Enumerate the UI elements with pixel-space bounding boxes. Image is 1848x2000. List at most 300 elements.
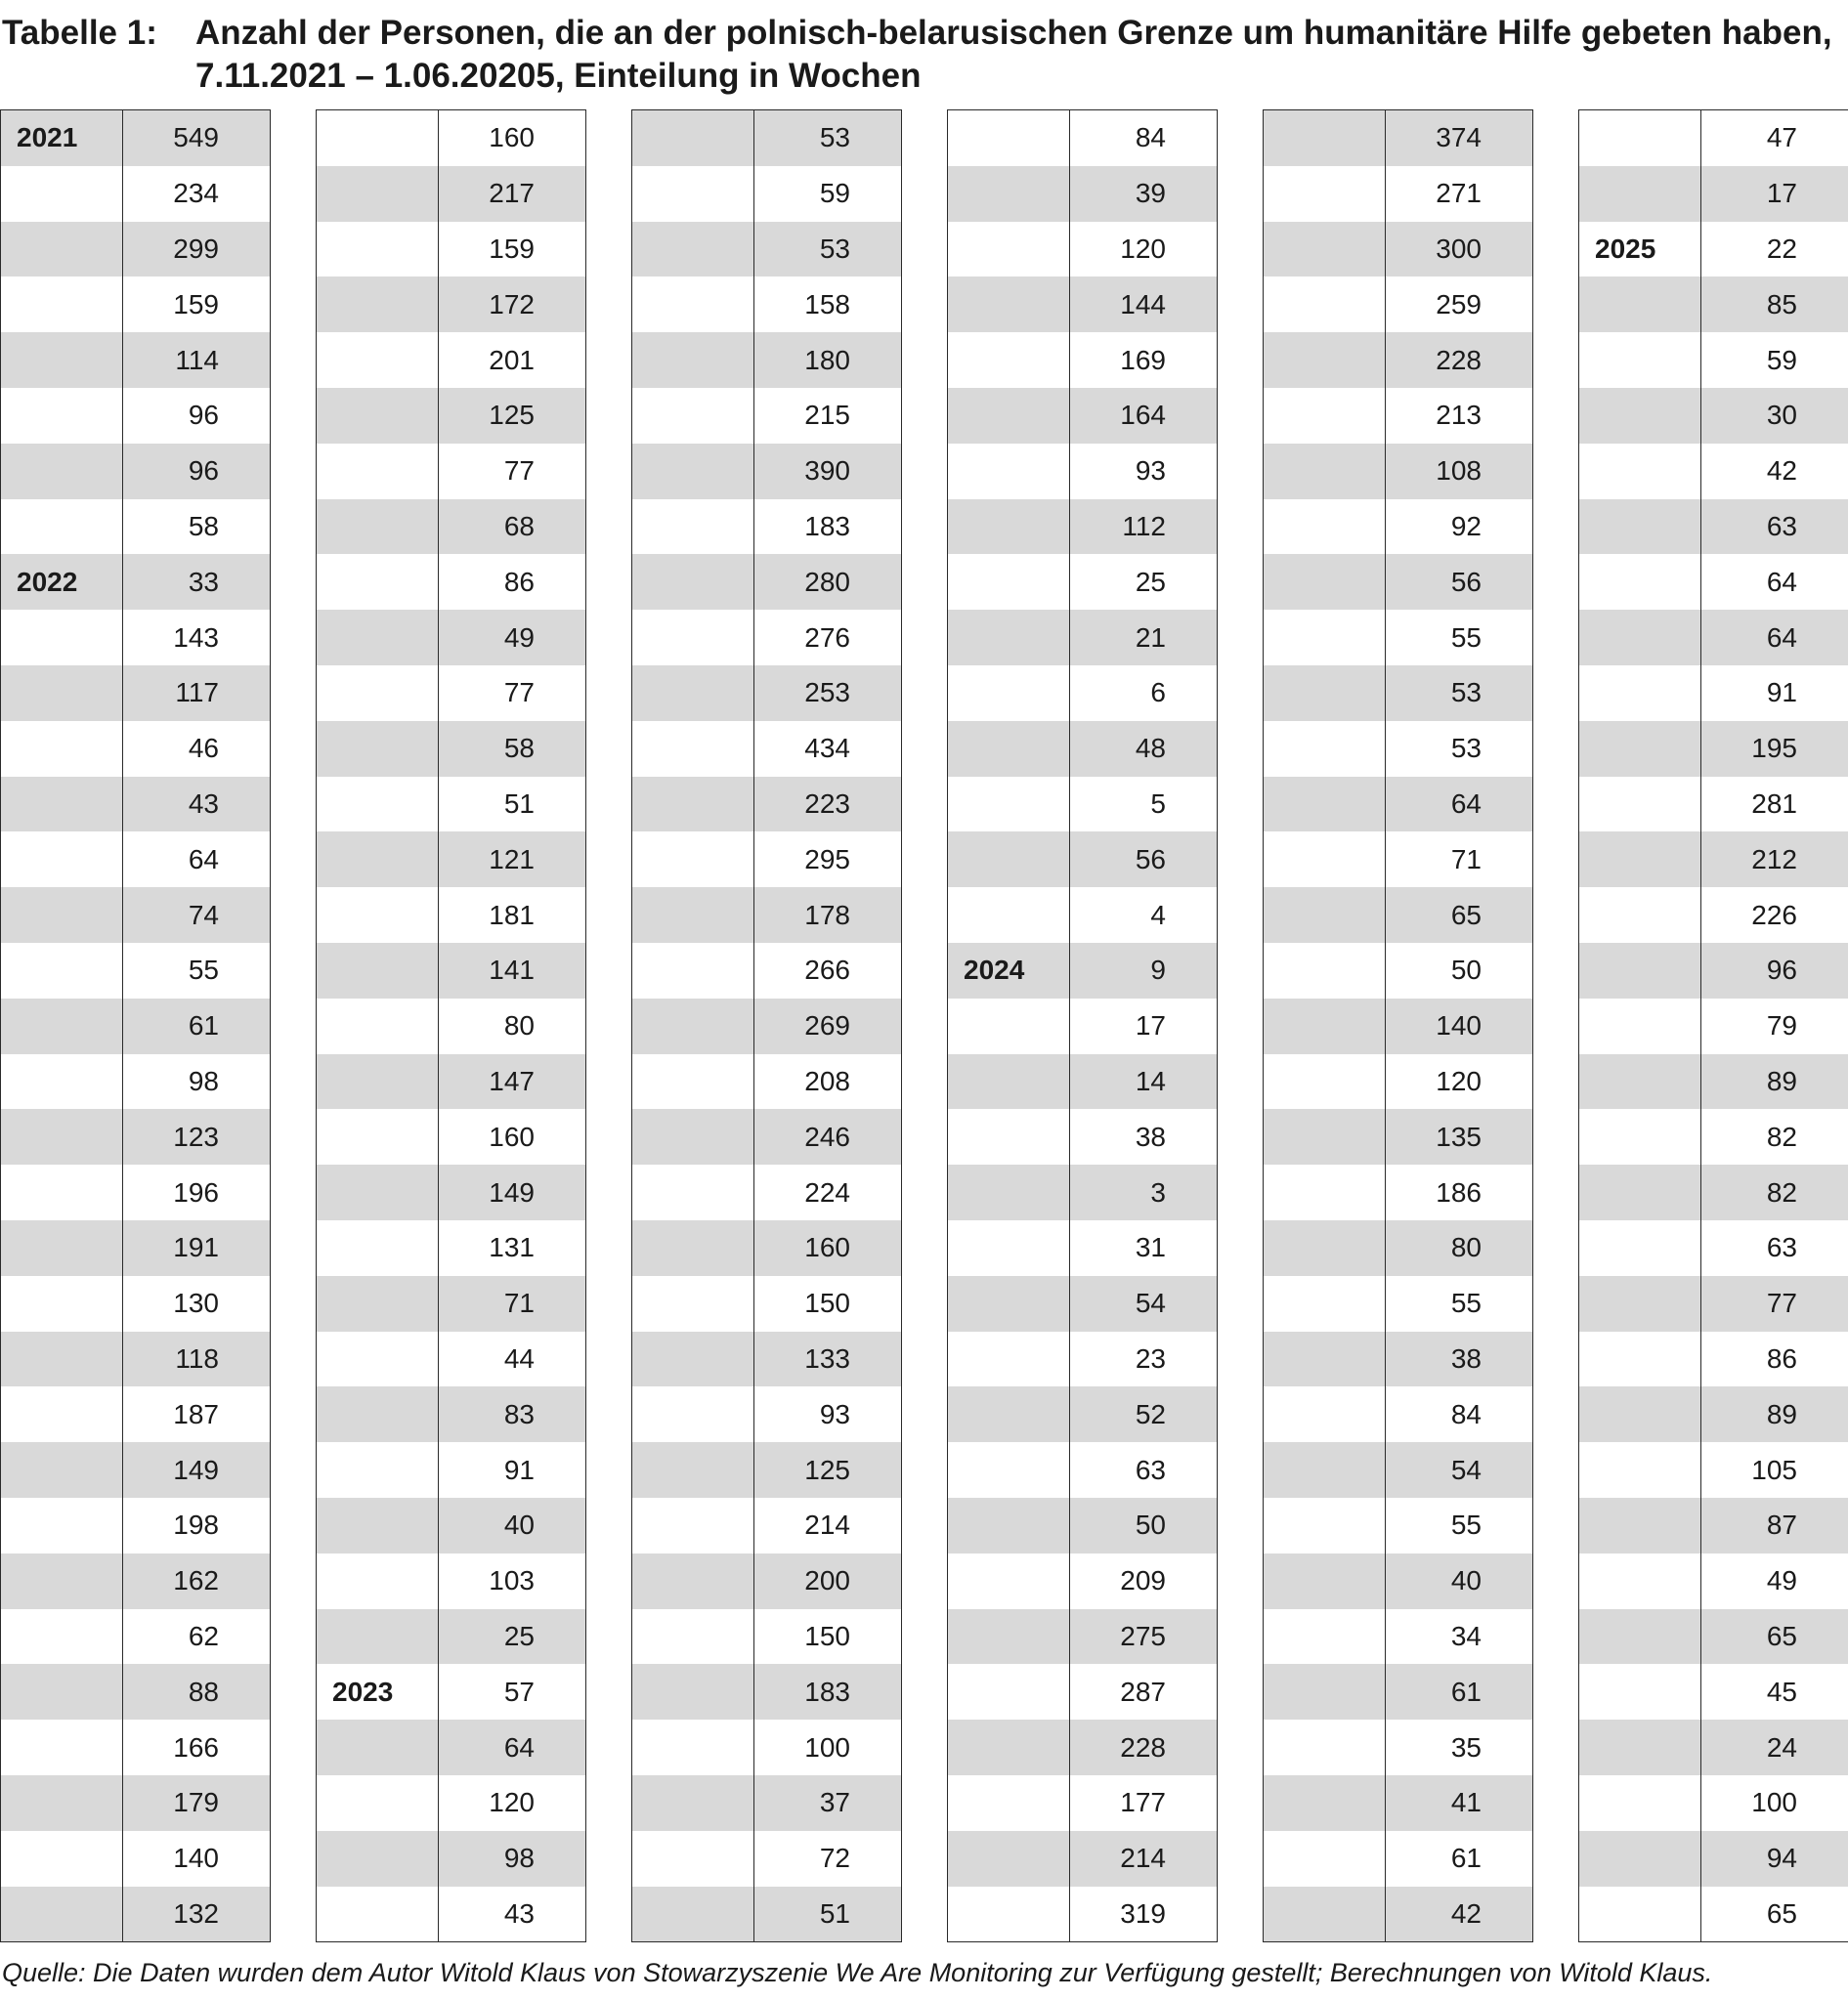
value-cell: 56 bbox=[1450, 566, 1482, 597]
value-cell: 105 bbox=[1751, 1454, 1797, 1485]
value-cell: 74 bbox=[188, 899, 219, 930]
value-cell: 37 bbox=[819, 1787, 850, 1818]
table-row bbox=[317, 499, 585, 555]
table-row bbox=[632, 1609, 901, 1665]
value-cell: 55 bbox=[1450, 1288, 1482, 1319]
value-cell: 24 bbox=[1766, 1731, 1797, 1763]
table-row bbox=[1579, 1220, 1848, 1276]
table-row bbox=[948, 1276, 1217, 1332]
table-row bbox=[317, 943, 585, 999]
table-row bbox=[1264, 721, 1532, 777]
table-row bbox=[317, 831, 585, 887]
value-cell: 80 bbox=[1450, 1232, 1482, 1263]
value-cell: 40 bbox=[503, 1510, 535, 1541]
value-cell: 169 bbox=[1120, 344, 1166, 375]
value-cell: 96 bbox=[188, 455, 219, 487]
value-cell: 91 bbox=[503, 1454, 535, 1485]
value-cell: 164 bbox=[1120, 400, 1166, 431]
value-cell: 64 bbox=[1766, 621, 1797, 653]
table-row bbox=[1, 831, 270, 887]
value-cell: 87 bbox=[1766, 1510, 1797, 1541]
table-row bbox=[1579, 610, 1848, 665]
table-row bbox=[632, 1553, 901, 1609]
value-cell: 112 bbox=[1122, 510, 1166, 541]
value-cell: 118 bbox=[175, 1342, 219, 1374]
value-cell: 25 bbox=[503, 1620, 535, 1651]
value-cell: 82 bbox=[1766, 1121, 1797, 1152]
value-cell: 21 bbox=[1135, 621, 1166, 653]
table-row bbox=[317, 1498, 585, 1553]
table-row bbox=[1, 1831, 270, 1887]
value-cell: 61 bbox=[1450, 1843, 1482, 1874]
table-row bbox=[632, 1165, 901, 1220]
value-cell: 58 bbox=[503, 733, 535, 764]
value-cell: 43 bbox=[188, 787, 219, 819]
value-cell: 549 bbox=[173, 122, 219, 153]
table-row bbox=[317, 1220, 585, 1276]
table-column-6 bbox=[1578, 109, 1848, 1942]
table-row bbox=[948, 943, 1217, 999]
table-row bbox=[948, 444, 1217, 499]
value-cell: 123 bbox=[173, 1121, 219, 1152]
table-label: Tabelle 1: bbox=[2, 14, 157, 52]
value-cell: 215 bbox=[804, 400, 850, 431]
value-cell: 300 bbox=[1436, 233, 1482, 264]
table-row bbox=[1, 1553, 270, 1609]
table-row bbox=[1579, 554, 1848, 610]
table-row bbox=[1, 1609, 270, 1665]
table-row bbox=[317, 887, 585, 943]
table-row bbox=[317, 554, 585, 610]
value-cell: 125 bbox=[489, 400, 535, 431]
table-row bbox=[632, 831, 901, 887]
table-row bbox=[1, 610, 270, 665]
value-cell: 9 bbox=[1150, 955, 1166, 986]
table-row bbox=[1264, 554, 1532, 610]
table-row bbox=[1579, 1720, 1848, 1775]
value-cell: 33 bbox=[188, 566, 219, 597]
table-row bbox=[1264, 831, 1532, 887]
value-cell: 228 bbox=[1436, 344, 1482, 375]
table-row bbox=[317, 1276, 585, 1332]
value-cell: 96 bbox=[188, 400, 219, 431]
value-cell: 53 bbox=[1450, 733, 1482, 764]
value-cell: 147 bbox=[489, 1065, 535, 1096]
value-cell: 114 bbox=[175, 344, 219, 375]
value-cell: 181 bbox=[489, 899, 535, 930]
value-cell: 103 bbox=[489, 1565, 535, 1596]
value-cell: 4 bbox=[1150, 899, 1166, 930]
table-row bbox=[1264, 1442, 1532, 1498]
table-row bbox=[632, 610, 901, 665]
table-row bbox=[1, 665, 270, 721]
value-cell: 54 bbox=[1135, 1288, 1166, 1319]
value-cell: 63 bbox=[1766, 1232, 1797, 1263]
table-row bbox=[632, 1775, 901, 1831]
table-row bbox=[317, 1386, 585, 1442]
value-cell: 57 bbox=[503, 1676, 535, 1707]
table-row bbox=[1264, 1609, 1532, 1665]
value-cell: 159 bbox=[489, 233, 535, 264]
table-row bbox=[317, 1775, 585, 1831]
value-cell: 49 bbox=[1766, 1565, 1797, 1596]
table-row bbox=[948, 554, 1217, 610]
value-cell: 191 bbox=[173, 1232, 219, 1263]
table-row bbox=[948, 887, 1217, 943]
table-row bbox=[1579, 1109, 1848, 1165]
table-row bbox=[1579, 1664, 1848, 1720]
table-row bbox=[1264, 1720, 1532, 1775]
table-row bbox=[632, 166, 901, 222]
table-row bbox=[1264, 1109, 1532, 1165]
table-row bbox=[1579, 166, 1848, 222]
value-cell: 85 bbox=[1766, 288, 1797, 319]
table-row bbox=[1579, 831, 1848, 887]
table-row bbox=[948, 166, 1217, 222]
table-row bbox=[632, 1720, 901, 1775]
value-cell: 30 bbox=[1766, 400, 1797, 431]
table-row bbox=[632, 277, 901, 332]
table-row bbox=[1264, 444, 1532, 499]
value-cell: 50 bbox=[1450, 955, 1482, 986]
value-cell: 201 bbox=[489, 344, 535, 375]
value-cell: 59 bbox=[819, 178, 850, 209]
value-cell: 228 bbox=[1120, 1731, 1166, 1763]
table-row bbox=[317, 1609, 585, 1665]
value-cell: 39 bbox=[1135, 178, 1166, 209]
value-cell: 281 bbox=[1751, 787, 1797, 819]
value-cell: 86 bbox=[503, 566, 535, 597]
table-row bbox=[632, 1831, 901, 1887]
table-row bbox=[1264, 1386, 1532, 1442]
value-cell: 149 bbox=[489, 1176, 535, 1208]
table-row bbox=[1579, 388, 1848, 444]
value-cell: 162 bbox=[173, 1565, 219, 1596]
value-cell: 271 bbox=[1436, 178, 1482, 209]
table-row bbox=[1, 721, 270, 777]
year-cell: 2022 bbox=[17, 566, 78, 597]
table-row bbox=[1264, 277, 1532, 332]
value-cell: 59 bbox=[1766, 344, 1797, 375]
value-cell: 246 bbox=[804, 1121, 850, 1152]
table-row bbox=[632, 1386, 901, 1442]
table-row bbox=[1579, 110, 1848, 166]
value-cell: 130 bbox=[173, 1288, 219, 1319]
value-cell: 42 bbox=[1766, 455, 1797, 487]
table-row bbox=[317, 222, 585, 277]
table-row bbox=[948, 277, 1217, 332]
value-cell: 209 bbox=[1120, 1565, 1166, 1596]
table-row bbox=[948, 610, 1217, 665]
value-cell: 178 bbox=[804, 899, 850, 930]
table-row bbox=[1, 1109, 270, 1165]
table-row bbox=[317, 1553, 585, 1609]
value-cell: 43 bbox=[503, 1897, 535, 1929]
value-cell: 5 bbox=[1150, 787, 1166, 819]
table-row bbox=[1579, 1165, 1848, 1220]
table-row bbox=[317, 1720, 585, 1775]
table-row bbox=[317, 777, 585, 832]
table-row bbox=[1579, 1386, 1848, 1442]
value-cell: 287 bbox=[1120, 1676, 1166, 1707]
value-cell: 150 bbox=[804, 1288, 850, 1319]
value-cell: 89 bbox=[1766, 1398, 1797, 1429]
table-row bbox=[1264, 388, 1532, 444]
table-row bbox=[948, 110, 1217, 166]
table-row bbox=[1264, 1054, 1532, 1110]
value-cell: 226 bbox=[1751, 899, 1797, 930]
table-row bbox=[1579, 1609, 1848, 1665]
table-row bbox=[317, 1332, 585, 1387]
table-row bbox=[317, 388, 585, 444]
value-cell: 63 bbox=[1766, 510, 1797, 541]
value-cell: 266 bbox=[804, 955, 850, 986]
value-cell: 56 bbox=[1135, 843, 1166, 874]
value-cell: 42 bbox=[1450, 1897, 1482, 1929]
value-cell: 280 bbox=[804, 566, 850, 597]
table-row bbox=[948, 1887, 1217, 1942]
table-row bbox=[1, 1720, 270, 1775]
value-cell: 61 bbox=[188, 1010, 219, 1042]
table-row bbox=[948, 1498, 1217, 1553]
table-row bbox=[632, 665, 901, 721]
table-row bbox=[1, 1775, 270, 1831]
table-row bbox=[1, 1442, 270, 1498]
value-cell: 213 bbox=[1436, 400, 1482, 431]
value-cell: 166 bbox=[173, 1731, 219, 1763]
table-row bbox=[1264, 1332, 1532, 1387]
table-row bbox=[948, 831, 1217, 887]
table-row bbox=[632, 1332, 901, 1387]
table-row bbox=[1264, 1553, 1532, 1609]
value-cell: 187 bbox=[173, 1398, 219, 1429]
value-cell: 38 bbox=[1450, 1342, 1482, 1374]
table-row bbox=[1264, 1498, 1532, 1553]
year-cell: 2024 bbox=[964, 955, 1025, 986]
table-column-2 bbox=[316, 109, 586, 1942]
value-cell: 160 bbox=[489, 1121, 535, 1152]
value-cell: 51 bbox=[819, 1897, 850, 1929]
table-row bbox=[632, 1109, 901, 1165]
value-cell: 179 bbox=[173, 1787, 219, 1818]
value-cell: 172 bbox=[489, 288, 535, 319]
table-row bbox=[1264, 1220, 1532, 1276]
value-cell: 48 bbox=[1135, 733, 1166, 764]
value-cell: 54 bbox=[1450, 1454, 1482, 1485]
value-cell: 71 bbox=[1450, 843, 1482, 874]
value-cell: 374 bbox=[1436, 122, 1482, 153]
table-row bbox=[317, 610, 585, 665]
table-row bbox=[1264, 166, 1532, 222]
value-cell: 132 bbox=[173, 1897, 219, 1929]
table-row bbox=[632, 110, 901, 166]
value-cell: 25 bbox=[1135, 566, 1166, 597]
value-cell: 140 bbox=[1436, 1010, 1482, 1042]
table-row bbox=[948, 388, 1217, 444]
table-row bbox=[1579, 1498, 1848, 1553]
table-row bbox=[948, 499, 1217, 555]
table-row bbox=[632, 1887, 901, 1942]
table-row bbox=[948, 777, 1217, 832]
table-row bbox=[948, 1109, 1217, 1165]
table-row bbox=[317, 1831, 585, 1887]
value-cell: 94 bbox=[1766, 1843, 1797, 1874]
table-row bbox=[1264, 777, 1532, 832]
table-row bbox=[948, 1609, 1217, 1665]
value-cell: 183 bbox=[804, 510, 850, 541]
table-row bbox=[1, 388, 270, 444]
year-cell: 2021 bbox=[17, 122, 78, 153]
value-cell: 150 bbox=[804, 1620, 850, 1651]
table-row bbox=[1264, 1887, 1532, 1942]
table-row bbox=[948, 1720, 1217, 1775]
value-cell: 82 bbox=[1766, 1176, 1797, 1208]
value-cell: 141 bbox=[489, 955, 535, 986]
value-cell: 299 bbox=[173, 233, 219, 264]
table-row bbox=[632, 332, 901, 388]
value-cell: 64 bbox=[503, 1731, 535, 1763]
value-cell: 160 bbox=[489, 122, 535, 153]
table-row bbox=[1, 999, 270, 1054]
value-cell: 269 bbox=[804, 1010, 850, 1042]
table-row bbox=[317, 999, 585, 1054]
value-cell: 183 bbox=[804, 1676, 850, 1707]
value-cell: 135 bbox=[1436, 1121, 1482, 1152]
value-cell: 77 bbox=[503, 455, 535, 487]
table-row bbox=[317, 721, 585, 777]
value-cell: 14 bbox=[1135, 1065, 1166, 1096]
table-row bbox=[1579, 1276, 1848, 1332]
table-row bbox=[1264, 499, 1532, 555]
table-row bbox=[1, 554, 270, 610]
value-cell: 53 bbox=[1450, 677, 1482, 708]
table-row bbox=[1264, 610, 1532, 665]
table-row bbox=[1264, 222, 1532, 277]
table-row bbox=[1264, 1276, 1532, 1332]
table-row bbox=[317, 444, 585, 499]
table-row bbox=[1579, 332, 1848, 388]
value-cell: 44 bbox=[503, 1342, 535, 1374]
value-cell: 275 bbox=[1120, 1620, 1166, 1651]
table-row bbox=[317, 1442, 585, 1498]
value-cell: 149 bbox=[173, 1454, 219, 1485]
value-cell: 295 bbox=[804, 843, 850, 874]
table-row bbox=[948, 721, 1217, 777]
value-cell: 120 bbox=[489, 1787, 535, 1818]
table-row bbox=[317, 110, 585, 166]
value-cell: 253 bbox=[804, 677, 850, 708]
value-cell: 120 bbox=[1436, 1065, 1482, 1096]
value-cell: 131 bbox=[489, 1232, 535, 1263]
value-cell: 65 bbox=[1766, 1620, 1797, 1651]
table-row bbox=[1579, 1553, 1848, 1609]
value-cell: 140 bbox=[173, 1843, 219, 1874]
value-cell: 65 bbox=[1450, 899, 1482, 930]
table-row bbox=[1579, 887, 1848, 943]
value-cell: 64 bbox=[188, 843, 219, 874]
table-row bbox=[1264, 665, 1532, 721]
table-row bbox=[317, 1054, 585, 1110]
value-cell: 223 bbox=[804, 787, 850, 819]
value-cell: 98 bbox=[188, 1065, 219, 1096]
table-row bbox=[948, 1553, 1217, 1609]
table-row bbox=[632, 1276, 901, 1332]
value-cell: 133 bbox=[804, 1342, 850, 1374]
table-column-4 bbox=[947, 109, 1218, 1942]
value-cell: 55 bbox=[1450, 1510, 1482, 1541]
table-row bbox=[632, 222, 901, 277]
table-column-5 bbox=[1263, 109, 1533, 1942]
value-cell: 217 bbox=[489, 178, 535, 209]
table-row bbox=[1264, 110, 1532, 166]
value-cell: 6 bbox=[1150, 677, 1166, 708]
value-cell: 53 bbox=[819, 122, 850, 153]
value-cell: 98 bbox=[503, 1843, 535, 1874]
year-cell: 2025 bbox=[1595, 233, 1656, 264]
table-row bbox=[1264, 1664, 1532, 1720]
value-cell: 117 bbox=[175, 677, 219, 708]
table-row bbox=[1579, 222, 1848, 277]
value-cell: 53 bbox=[819, 233, 850, 264]
value-cell: 144 bbox=[1120, 288, 1166, 319]
table-row bbox=[632, 444, 901, 499]
value-cell: 83 bbox=[503, 1398, 535, 1429]
table-row bbox=[948, 1332, 1217, 1387]
table-row bbox=[1, 166, 270, 222]
value-cell: 93 bbox=[1135, 455, 1166, 487]
table-row bbox=[1579, 1332, 1848, 1387]
value-cell: 49 bbox=[503, 621, 535, 653]
table-row bbox=[1579, 777, 1848, 832]
table-row bbox=[948, 222, 1217, 277]
table-row bbox=[1579, 1442, 1848, 1498]
value-cell: 86 bbox=[1766, 1342, 1797, 1374]
value-cell: 214 bbox=[1120, 1843, 1166, 1874]
value-cell: 77 bbox=[1766, 1288, 1797, 1319]
table-row bbox=[632, 1220, 901, 1276]
value-cell: 55 bbox=[1450, 621, 1482, 653]
table-row bbox=[1579, 1831, 1848, 1887]
value-cell: 55 bbox=[188, 955, 219, 986]
value-cell: 34 bbox=[1450, 1620, 1482, 1651]
value-cell: 143 bbox=[173, 621, 219, 653]
value-cell: 434 bbox=[804, 733, 850, 764]
table-row bbox=[632, 999, 901, 1054]
value-cell: 64 bbox=[1766, 566, 1797, 597]
table-row bbox=[632, 1664, 901, 1720]
value-cell: 45 bbox=[1766, 1676, 1797, 1707]
table-row bbox=[1579, 943, 1848, 999]
table-row bbox=[1, 1054, 270, 1110]
table-row bbox=[317, 665, 585, 721]
table-row bbox=[1, 1276, 270, 1332]
table-row bbox=[1579, 1775, 1848, 1831]
value-cell: 160 bbox=[804, 1232, 850, 1263]
value-cell: 158 bbox=[804, 288, 850, 319]
table-row bbox=[632, 1498, 901, 1553]
table-row bbox=[317, 1109, 585, 1165]
value-cell: 120 bbox=[1120, 233, 1166, 264]
value-cell: 100 bbox=[804, 1731, 850, 1763]
value-cell: 63 bbox=[1135, 1454, 1166, 1485]
table-row bbox=[1, 1386, 270, 1442]
year-cell: 2023 bbox=[332, 1676, 394, 1707]
table-row bbox=[632, 943, 901, 999]
value-cell: 17 bbox=[1766, 178, 1797, 209]
value-cell: 212 bbox=[1751, 843, 1797, 874]
value-cell: 79 bbox=[1766, 1010, 1797, 1042]
value-cell: 96 bbox=[1766, 955, 1797, 986]
